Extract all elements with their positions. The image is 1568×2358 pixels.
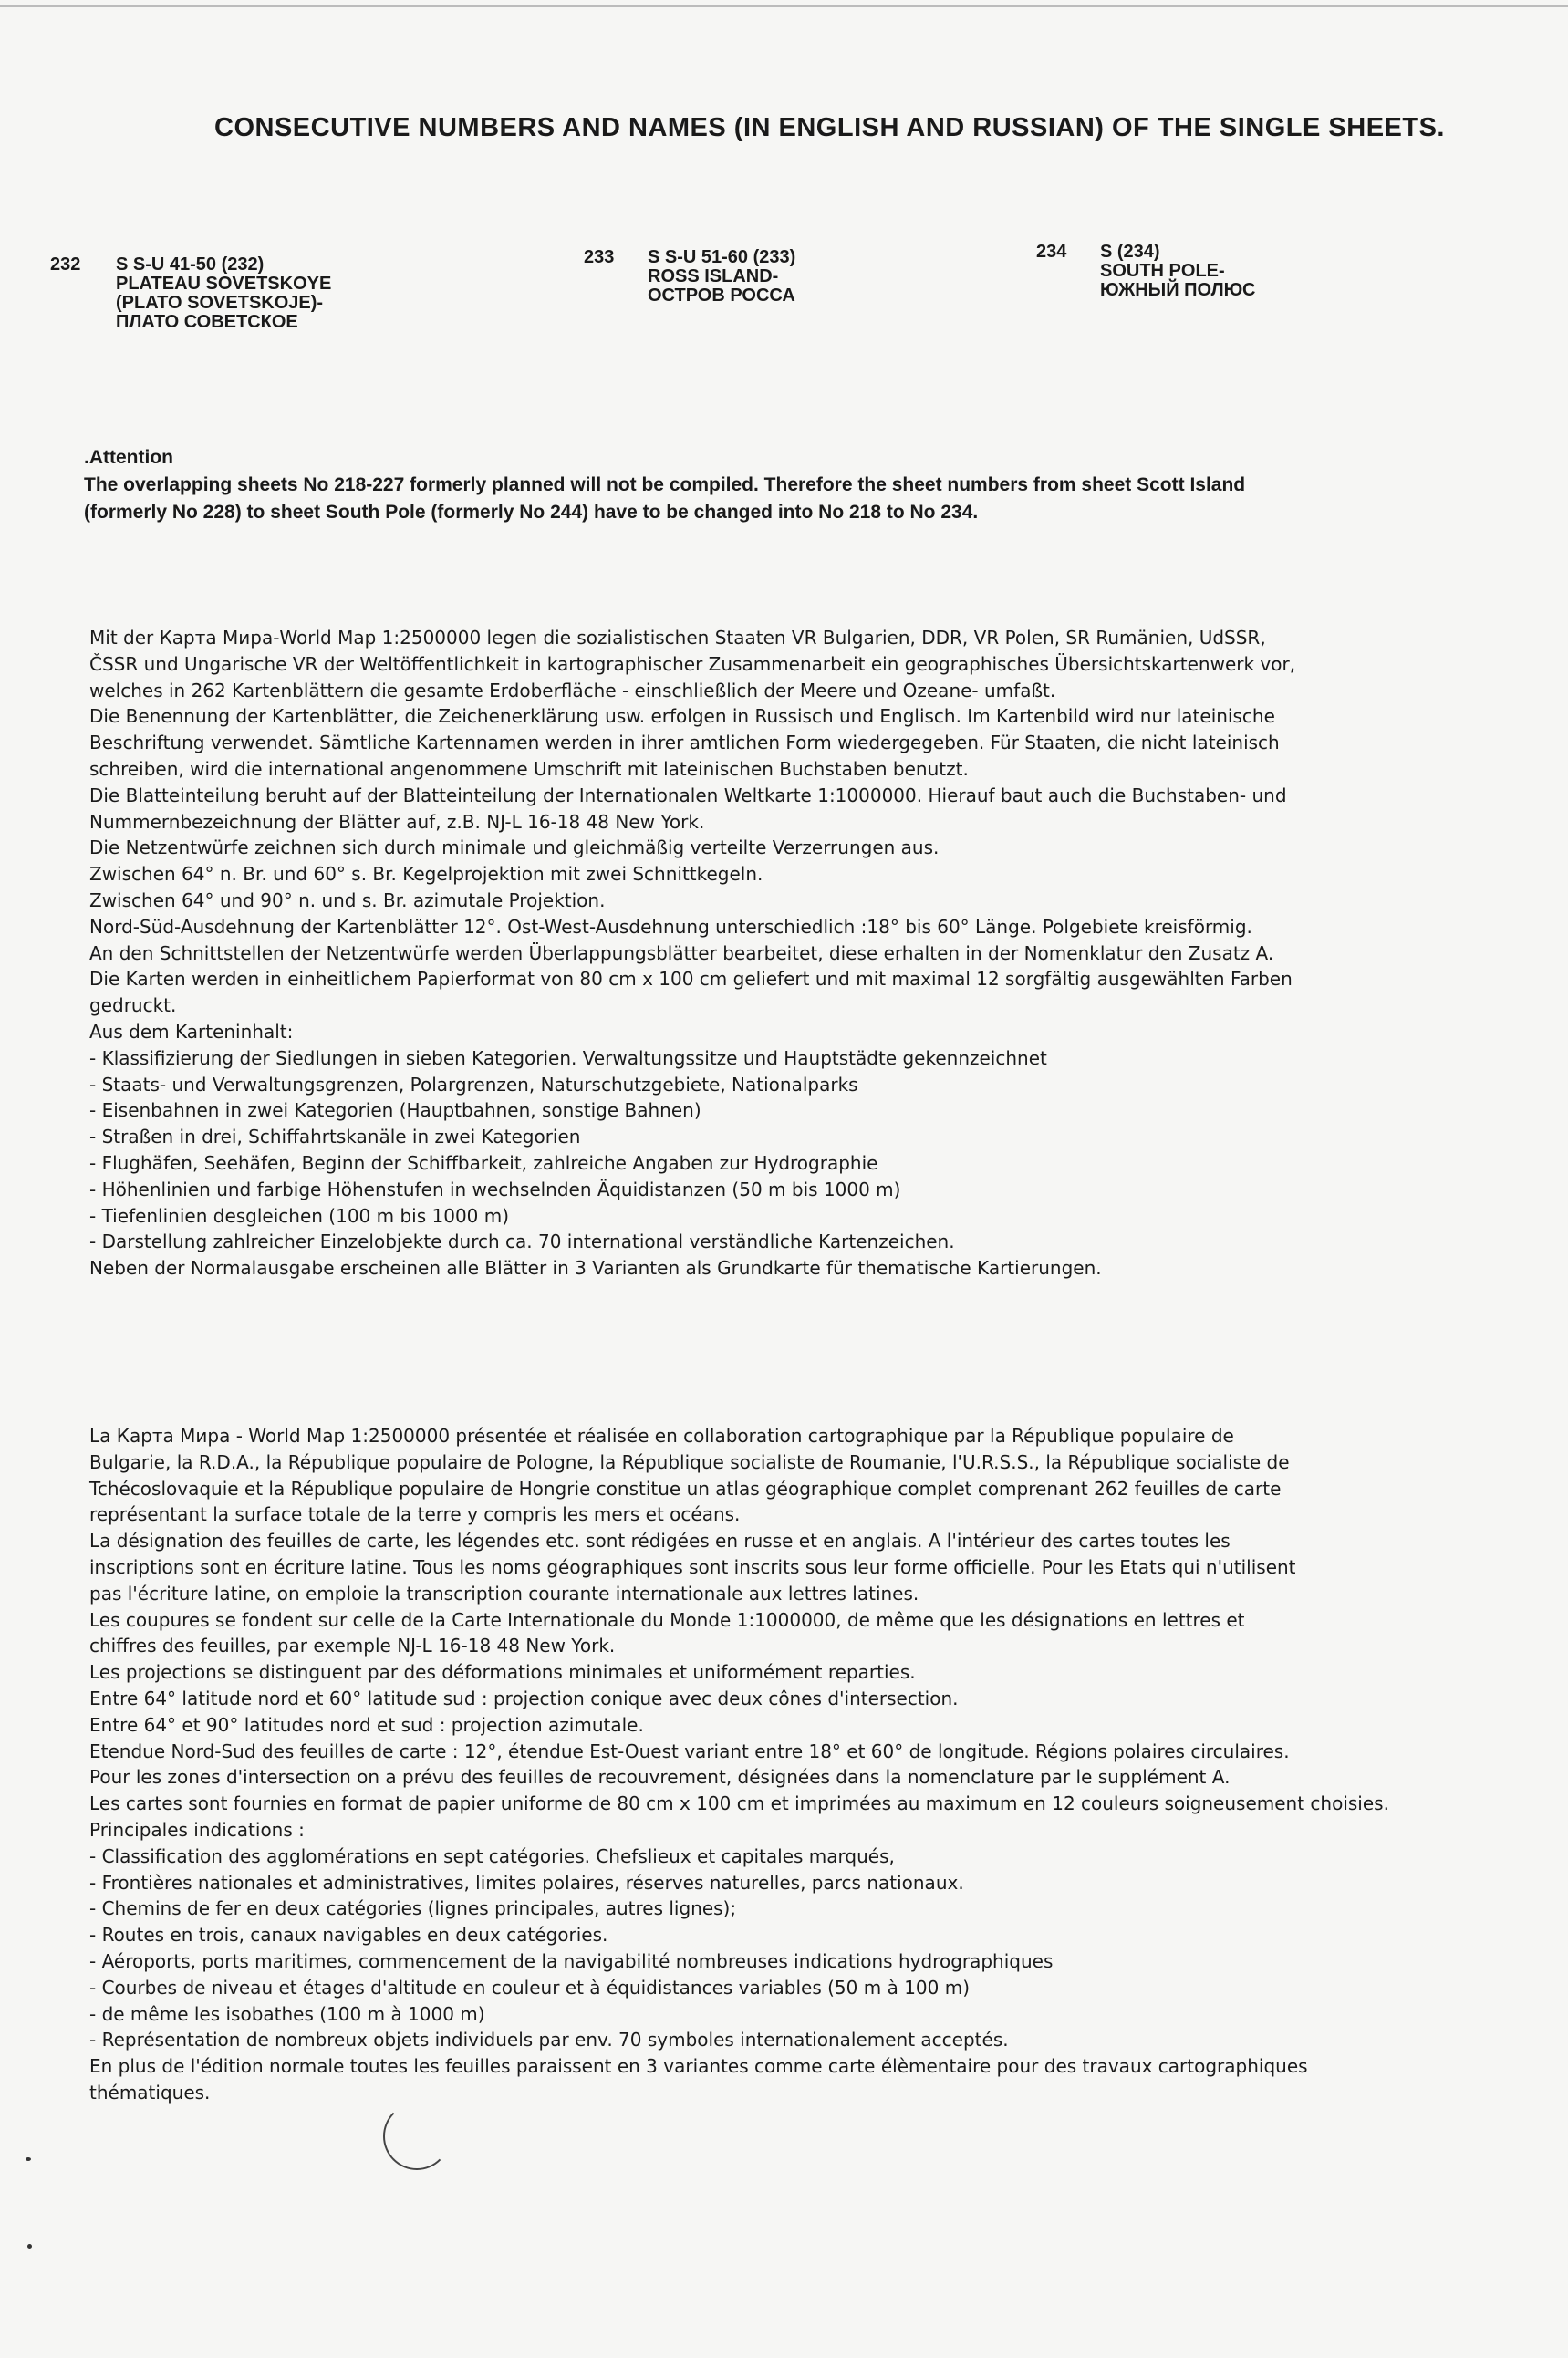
german-text-line: Mit der Карта Мира-World Map 1:2500000 legen die sozialistischen Staaten VR Bulgarien, DDR, VR Polen, SR Rumänien, UdSSR, [89, 627, 1266, 649]
page-title: CONSECUTIVE NUMBERS AND NAMES (IN ENGLISH AND RUSSIAN) OF THE SINGLE SHEETS. [214, 113, 1445, 142]
german-text-line: - Tiefenlinien desgleichen (100 m bis 1000 m) [89, 1204, 510, 1227]
sheet-name-ru: ОСТРОВ РОССА [648, 286, 795, 306]
german-text-line: schreiben, wird die international angenommene Umschrift mit lateinischen Buchstaben benutzt. [89, 757, 969, 780]
german-text-line: An den Schnittstellen der Netzentwürfe werden Überlappungsblätter bearbeitet, diese erhalten in der Nomenklatur den Zusatz A. [89, 941, 1274, 964]
german-text-line: Die Netzentwürfe zeichnen sich durch minimale und gleichmäßig verteilte Verzerrungen aus. [89, 836, 940, 859]
sheet-code: S (234) [1100, 242, 1160, 262]
scan-speck [26, 2157, 31, 2161]
sheet-name-en: PLATEAU SOVETSKOYE [116, 274, 332, 294]
french-text-line: En plus de l'édition normale toutes les feuilles paraissent en 3 variantes comme carte élèmentaire pour des travaux cartographiques [89, 2055, 1308, 2078]
german-text-line: Nord-Süd-Ausdehnung der Kartenblätter 12°. Ost-West-Ausdehnung unterschiedlich :18° bis 60° Länge. Polgebiete kreisförmig. [89, 915, 1252, 938]
french-text-line: La désignation des feuilles de carte, les légendes etc. sont rédigées en russe et en anglais. A l'intérieur des cartes toutes les [89, 1530, 1231, 1553]
german-text-line: - Eisenbahnen in zwei Kategorien (Hauptbahnen, sonstige Bahnen) [89, 1099, 701, 1122]
german-text-line: Zwischen 64° n. Br. und 60° s. Br. Kegelprojektion mit zwei Schnittkegeln. [89, 863, 763, 886]
french-text-line: Entre 64° et 90° latitudes nord et sud : projection azimutale. [89, 1713, 644, 1736]
french-text-line: Les cartes sont fournies en format de papier uniforme de 80 cm x 100 cm et imprimées au maximum en 12 couleurs soigneusement choisies. [89, 1792, 1389, 1815]
french-text-line: Entre 64° latitude nord et 60° latitude sud : projection conique avec deux cônes d'intersection. [89, 1687, 959, 1709]
french-text-line: - Aéroports, ports maritimes, commencement de la navigabilité nombreuses indications hydrographiques [89, 1949, 1054, 1972]
french-text-line: - Courbes de niveau et étages d'altitude en couleur et à équidistances variables (50 m à 100 m) [89, 1976, 971, 1999]
french-text-line: Principales indications : [89, 1818, 305, 1841]
sheet-number: 234 [1036, 242, 1067, 262]
attention-heading: .Attention [84, 447, 173, 468]
attention-notice [84, 444, 1452, 526]
german-text-line: Die Benennung der Kartenblätter, die Zeichenerklärung usw. erfolgen in Russisch und Englisch. Im Kartenbild wird nur lateinische [89, 705, 1275, 728]
sheet-name-en: SOUTH POLE- [1100, 261, 1225, 281]
french-text-line: - Chemins de fer en deux catégories (lignes principales, autres lignes); [89, 1897, 737, 1920]
german-text-line: Neben der Normalausgabe erscheinen alle Blätter in 3 Varianten als Grundkarte für thematische Kartierungen. [89, 1257, 1102, 1280]
german-text-line: - Flughäfen, Seehäfen, Beginn der Schiffbarkeit, zahlreiche Angaben zur Hydrographie [89, 1151, 878, 1174]
german-text-line: Zwischen 64° und 90° n. und s. Br. azimutale Projektion. [89, 888, 606, 911]
german-text-line: Beschriftung verwendet. Sämtliche Kartennamen werden in ihrer amtlichen Form wiedergegeben. Für Staaten, die nicht lateinisch [89, 732, 1280, 754]
german-text-line: Aus dem Karteninhalt: [89, 1020, 294, 1043]
attention-line: (formerly No 228) to sheet South Pole (formerly No 244) have to be changed into No 218 to No 234. [84, 502, 979, 523]
sheet-number: 233 [584, 247, 615, 267]
french-text-line: - Classification des agglomérations en sept catégories. Chefslieux et capitales marqués, [89, 1844, 895, 1867]
sheet-name-ru: ПЛАТО СОВЕТСКОЕ [116, 312, 298, 332]
sheet-code: S S-U 51-60 (233) [648, 247, 796, 267]
german-text-line: Die Blatteinteilung beruht auf der Blatteinteilung der Internationalen Weltkarte 1:1000000. Hierauf baut auch die Buchstaben- und [89, 784, 1287, 806]
french-text-line: - de même les isobathes (100 m à 1000 m) [89, 2002, 485, 2025]
german-text-line: welches in 262 Kartenblättern die gesamte Erdoberfläche - einschließlich der Meere und Ozeane- umfaßt. [89, 679, 1056, 701]
sheet-number: 232 [50, 254, 81, 275]
french-text-line: thématiques. [89, 2081, 211, 2104]
french-text-line: - Représentation de nombreux objets individuels par env. 70 symboles internationalement acceptés. [89, 2029, 1009, 2052]
sheet-name-translit: (PLATO SOVETSKOJE)- [116, 293, 324, 313]
french-text-line: Les projections se distinguent par des déformations minimales et uniformément reparties. [89, 1661, 916, 1684]
attention-line: The overlapping sheets No 218-227 formerly planned will not be compiled. Therefore the sheet numbers from sheet Scott Island [84, 474, 1246, 495]
french-text-line: Bulgarie, la R.D.A., la République populaire de Pologne, la République socialiste de Roumanie, l'U.R.S.S., la République socialiste de [89, 1450, 1290, 1473]
french-text-line: inscriptions sont en écriture latine. Tous les noms géographiques sont inscrits sous leur forme officielle. Pour les Etats qui n'utilisent [89, 1555, 1296, 1578]
german-text-line: - Straßen in drei, Schiffahrtskanäle in zwei Kategorien [89, 1126, 581, 1148]
german-text-line: - Darstellung zahlreicher Einzelobjekte durch ca. 70 international verständliche Kartenzeichen. [89, 1231, 955, 1253]
german-text-line: Die Karten werden in einheitlichem Papierformat von 80 cm x 100 cm geliefert und mit maximal 12 sorgfältig ausgewählten Farben [89, 968, 1293, 991]
sheet-code: S S-U 41-50 (232) [116, 254, 265, 275]
german-text-line: - Höhenlinien und farbige Höhenstufen in wechselnden Äquidistanzen (50 m bis 1000 m) [89, 1178, 901, 1200]
top-edge-line [0, 5, 1568, 7]
german-text-line: gedruckt. [89, 994, 177, 1017]
french-text-line: Etendue Nord-Sud des feuilles de carte : 12°, étendue Est-Ouest variant entre 18° et 60° de longitude. Régions polaires circulaires. [89, 1740, 1290, 1762]
french-text-line: Tchécoslovaquie et la République populaire de Hongrie constitue un atlas géographique complet comprenant 262 feuilles de carte [89, 1477, 1282, 1500]
german-text-line: - Klassifizierung der Siedlungen in sieben Kategorien. Verwaltungssitze und Hauptstädte gekennzeichnet [89, 1046, 1047, 1069]
sheet-name-en: ROSS ISLAND- [648, 266, 779, 286]
german-description [89, 625, 1494, 1282]
punch-hole-mark [383, 2103, 451, 2170]
french-description [89, 1423, 1494, 2106]
french-text-line: représentant la surface totale de la terre y compris les mers et océans. [89, 1503, 741, 1526]
french-text-line: La Карта Мира - World Map 1:2500000 présentée et réalisée en collaboration cartographique par la République populaire de [89, 1425, 1234, 1447]
french-text-line: - Frontières nationales et administratives, limites polaires, réserves naturelles, parcs nationaux. [89, 1871, 964, 1894]
french-text-line: Pour les zones d'intersection on a prévu des feuilles de recouvrement, désignées dans la nomenclature par le supplément A. [89, 1766, 1231, 1789]
french-text-line: pas l'écriture latine, on emploie la transcription courante internationale aux lettres latines. [89, 1582, 919, 1605]
sheet-name-ru: ЮЖНЫЙ ПОЛЮС [1100, 280, 1256, 300]
german-text-line: - Staats- und Verwaltungsgrenzen, Polargrenzen, Naturschutzgebiete, Nationalparks [89, 1073, 858, 1096]
french-text-line: Les coupures se fondent sur celle de la Carte Internationale du Monde 1:1000000, de même que les désignations en lettres et [89, 1608, 1245, 1631]
scan-speck [27, 2244, 32, 2249]
french-text-line: chiffres des feuilles, par exemple NJ-L 16-18 48 New York. [89, 1635, 616, 1657]
french-text-line: - Routes en trois, canaux navigables en deux catégories. [89, 1924, 608, 1947]
german-text-line: ČSSR und Ungarische VR der Weltöffentlichkeit in kartographischer Zusammenarbeit ein geographisches Übersichtskartenwerk vor, [89, 652, 1296, 675]
german-text-line: Nummernbezeichnung der Blätter auf, z.B. NJ-L 16-18 48 New York. [89, 810, 705, 833]
